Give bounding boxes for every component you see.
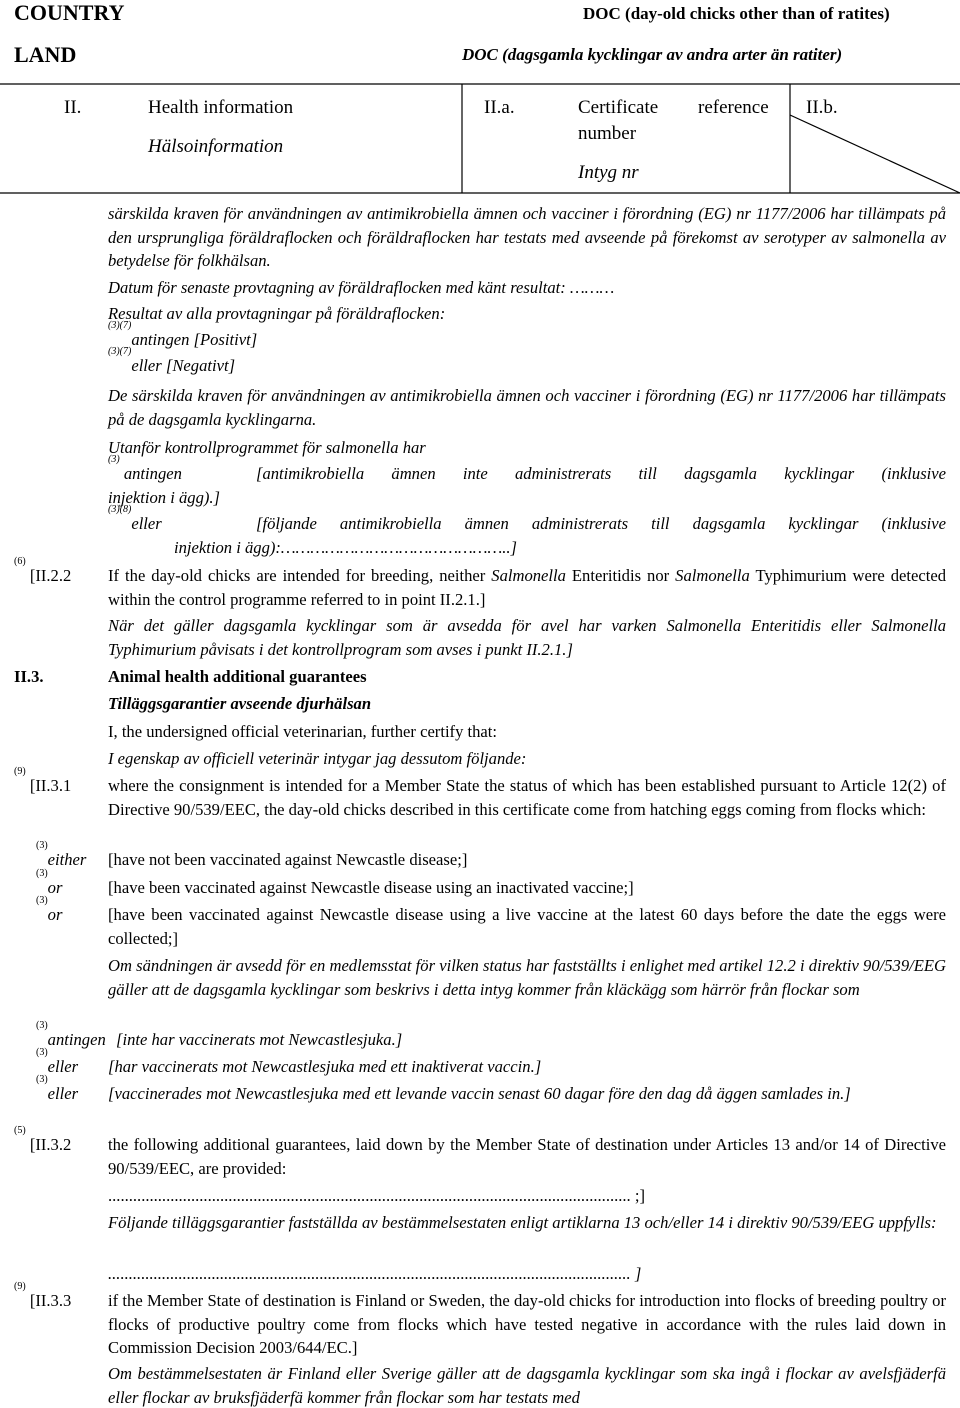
- para-ii31-en: where the consignment is intended for a Member State the status of which has been established pursuant to Article 12(2) of Directive 90/539/EEC, the day-old chicks described in this certificate come from hatching eggs coming from flocks which:: [108, 776, 946, 819]
- para-ii32-sv: Följande tilläggsgarantier fastställda av bestämmelsestaten enligt artiklarna 13 och/eller 14 i direktiv 90/539/EEG uppfylls:: [108, 1213, 937, 1232]
- para-sv-requirements: De särskilda kraven för användningen av antimikrobiella ämnen och vacciner i förordning (EG) nr 1177/2006 har tillämpats på de dagsgamla kycklingarna.: [108, 386, 946, 429]
- footnote-ref: (3): [36, 1074, 48, 1085]
- footnote-ref: (3): [36, 1020, 48, 1031]
- ii32-dots-en: .............................................................................................................................. ;]: [108, 1186, 645, 1205]
- para-sv-sampling-date: Datum för senaste provtagning av föräldraflocken med känt resultat: ………: [108, 278, 615, 297]
- section-ii31-label: [14, 766, 72, 798]
- option-eller-label: [108, 504, 256, 536]
- iib-label: II.b.: [806, 97, 838, 118]
- section-ii3-label: II.3.: [14, 667, 44, 686]
- para-ii33-sv: Om bestämmelsestaten är Finland eller Sverige gäller att de dagsgamla kycklingar som ska ingå i flockar av avelsfjäderfä eller flockar av bruksfjäderfä kommer från flockar som har testats med: [108, 1364, 946, 1407]
- footnote-ref: (3)(7): [108, 320, 132, 331]
- para-ii32-en: the following additional guarantees, laid down by the Member State of destination under Articles 13 and/or 14 of Directive 90/539/EEC, are provided:: [108, 1135, 946, 1178]
- cert-sv-label: Intyg nr: [578, 162, 639, 183]
- option-or2-label: [36, 895, 63, 927]
- footnote-ref: (3): [108, 454, 120, 465]
- doc-title-sv: DOC (dagsgamla kycklingar av andra arter än ratiter): [462, 45, 843, 64]
- para-sv-results: Resultat av alla provtagningar på föräldraflocken:: [108, 304, 446, 323]
- option-positive: [108, 320, 946, 352]
- option-or2-word: or: [47, 905, 63, 924]
- country-label: COUNTRY: [14, 0, 125, 25]
- para-ii22-en: [108, 564, 946, 611]
- footnote-ref: (3): [36, 868, 48, 879]
- option-antingen-text: [antimikrobiella ämnen inte administrerats till dagsgamla kycklingar (inklusive: [256, 464, 946, 483]
- footnote-ref: (3)(8): [108, 504, 132, 515]
- option-sv-antingen-text: [inte har vaccinerats mot Newcastlesjuka.]: [116, 1030, 403, 1049]
- section-number: II.: [64, 97, 82, 118]
- section-ii22-number: [II.2.2: [29, 566, 72, 585]
- cert-number-label: number: [578, 123, 637, 144]
- option-eller-text: [följande antimikrobiella ämnen administrerats till dagsgamla kycklingar (inklusive: [256, 514, 946, 533]
- option-eller-word: eller: [131, 514, 162, 533]
- option-negative: [108, 346, 946, 378]
- footnote-ref: (5): [14, 1125, 26, 1136]
- doc-title-en: DOC (day-old chicks other than of ratites): [583, 4, 890, 23]
- footnote-ref: (3): [36, 840, 48, 851]
- option-antingen: [108, 454, 946, 509]
- ii22-text-c: Typhimurium were detected within the control programme referred to in point II.2.1.]: [108, 566, 946, 609]
- option-either-word: either: [47, 850, 87, 869]
- health-info-en: Health information: [148, 97, 294, 118]
- para-sv-intro: särskilda kraven för användningen av antimikrobiella ämnen och vacciner i förordning (EG) nr 1177/2006 har tillämpats på den ursprungliga föräldraflocken och föräldraflocken har testats med avseende på förekomst av serotyper av salmonella av betydelse för folkhälsan.: [108, 204, 946, 270]
- ii22-text-b: Enteritidis nor: [565, 566, 676, 585]
- ref-number-label: II.a.: [484, 97, 515, 118]
- option-sv-eller2-text: [vaccinerades mot Newcastlesjuka med ett levande vaccin senast 60 dagar före den dag då äggen samlades in.]: [108, 1084, 851, 1103]
- land-label: LAND: [14, 42, 77, 67]
- ii22-salmonella-1: Salmonella: [491, 566, 566, 585]
- para-sv-outside-programme: Utanför kontrollprogrammet för salmonella har: [108, 438, 426, 457]
- option-negative-text: eller [Negativt]: [131, 356, 236, 375]
- option-eller-line2: injektion i ägg):………………………………………..]: [174, 537, 517, 557]
- option-antingen-word: antingen: [123, 464, 182, 483]
- footnote-ref: (3): [36, 895, 48, 906]
- section-ii33-label: [14, 1281, 72, 1313]
- option-antingen-label: [108, 454, 256, 486]
- option-sv-eller2-label: [36, 1074, 79, 1106]
- option-antingen-line1: [108, 454, 946, 486]
- option-eller-line1: [108, 504, 946, 536]
- section-ii22-label: [14, 556, 72, 588]
- section-ii32-label: [14, 1125, 72, 1157]
- section-ii33-number: [II.3.3: [29, 1291, 72, 1310]
- footnote-ref: (6): [14, 556, 26, 567]
- option-or2-text: [have been vaccinated against Newcastle disease using a live vaccine at the latest 60 days before the date the eggs were collected;]: [108, 905, 946, 948]
- option-sv-antingen-word: antingen: [47, 1030, 106, 1049]
- option-sv-eller1-text: [har vaccinerats mot Newcastlesjuka med ett inaktiverat vaccin.]: [108, 1057, 542, 1076]
- para-ii31-sv: Om sändningen är avsedd för en medlemsstat för vilken status har fastställts i enlighet med artikel 12.2 i direktiv 90/539/EEG gäller att de dagsgamla kycklingar som beskrivs i detta intyg kommer från kläckägg som härrör från flockar som: [108, 956, 946, 999]
- ii3-title-en: Animal health additional guarantees: [108, 667, 367, 686]
- ii22-text-a: If the day-old chicks are intended for breeding, neither: [108, 566, 492, 585]
- footnote-ref: (9): [14, 1281, 26, 1292]
- section-ii31-number: [II.3.1: [29, 776, 72, 795]
- option-antingen-line2: injektion i ägg).]: [108, 487, 220, 507]
- certify-en: I, the undersigned official veterinarian, further certify that:: [108, 722, 498, 741]
- footnote-ref: (3)(7): [108, 346, 132, 357]
- para-ii33-en: if the Member State of destination is Finland or Sweden, the day-old chicks for introduction into flocks of breeding poultry or flocks of productive poultry come from flocks which have tested negative in accordance with the rules laid down in Commission Decision 2003/644/EC.]: [108, 1291, 946, 1357]
- ii32-dots-sv: .............................................................................................................................. ]: [108, 1264, 642, 1283]
- option-positive-text: antingen [Positivt]: [131, 330, 258, 349]
- para-ii22-sv: När det gäller dagsgamla kycklingar som är avsedda för avel har varken Salmonella Enteritidis eller Salmonella Typhimurium påvisats i det kontrollprogram som avses i punkt II.2.1.]: [108, 616, 946, 659]
- section-ii32-number: [II.3.2: [29, 1135, 72, 1154]
- cert-label: Certificate: [578, 97, 659, 118]
- option-sv-eller2-word: eller: [47, 1084, 79, 1103]
- cert-ref-label: reference: [698, 97, 769, 118]
- option-eller: [108, 504, 946, 559]
- health-info-sv: Hälsoinformation: [148, 136, 284, 157]
- option-or1-word: or: [47, 878, 63, 897]
- option-or1-text: [have been vaccinated against Newcastle disease using an inactivated vaccine;]: [108, 878, 634, 897]
- ii22-salmonella-2: Salmonella: [675, 566, 750, 585]
- option-either-text: [have not been vaccinated against Newcastle disease;]: [108, 850, 468, 869]
- certify-sv: I egenskap av officiell veterinär intygar jag dessutom följande:: [108, 749, 527, 768]
- footnote-ref: (3): [36, 1047, 48, 1058]
- footnote-ref: (9): [14, 766, 26, 777]
- option-sv-eller1-word: eller: [47, 1057, 79, 1076]
- ii3-title-sv: Tilläggsgarantier avseende djurhälsan: [108, 694, 372, 713]
